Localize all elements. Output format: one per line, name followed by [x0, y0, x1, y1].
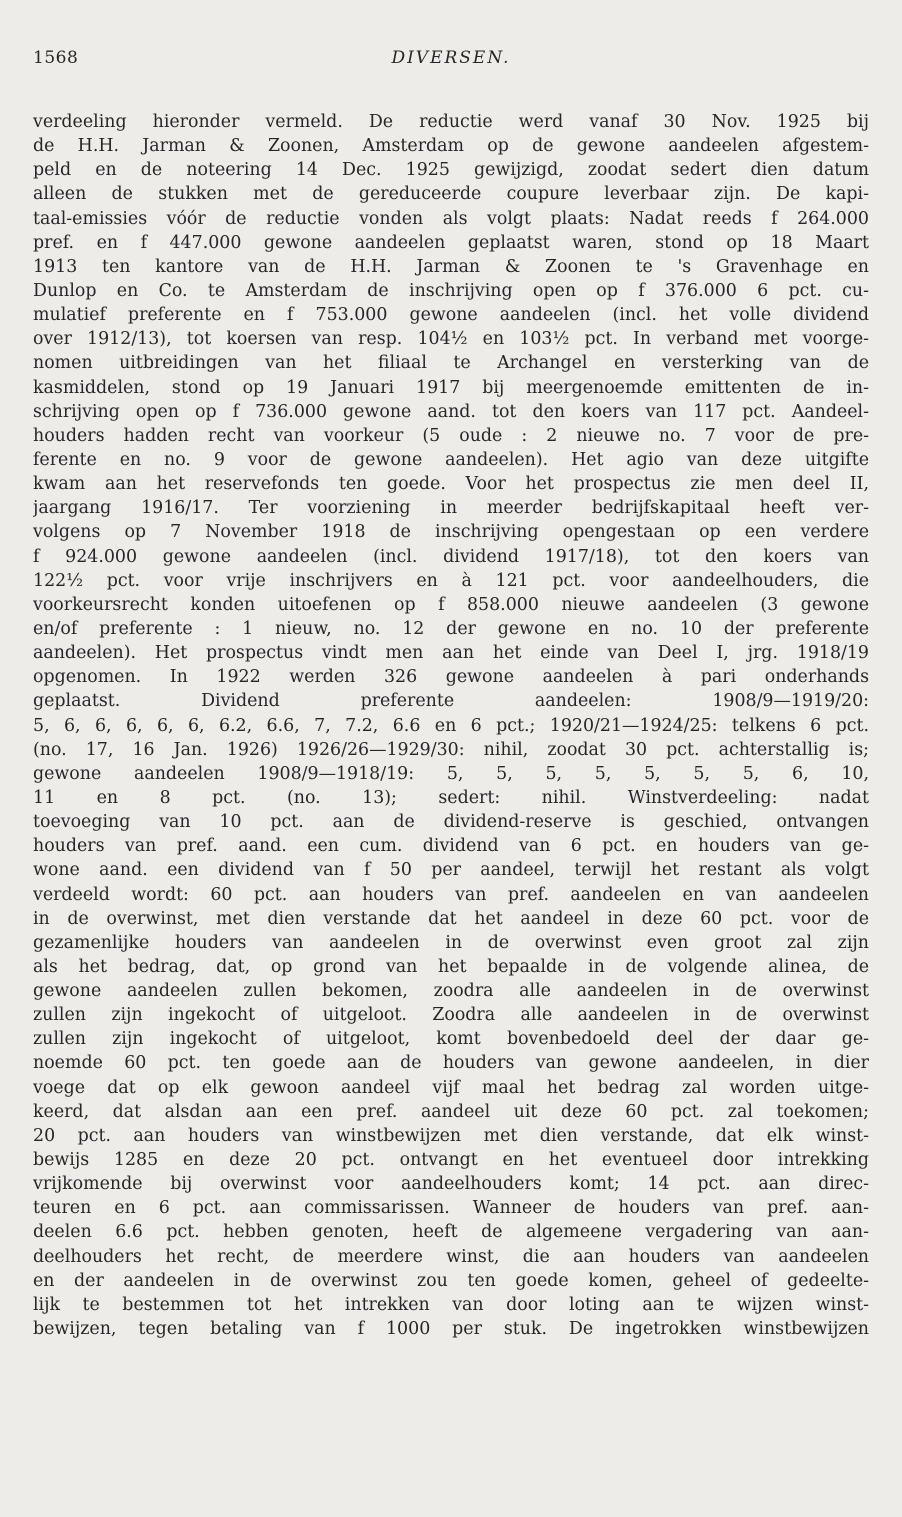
text-line: en/of preferente : 1 nieuw, no. 12 der gewone en no. 10 der preferente	[33, 618, 869, 639]
text-line: 122½ pct. voor vrije inschrijvers en à 121 pct. voor aandeelhouders, die	[33, 570, 869, 591]
text-line: voorkeursrecht konden uitoefenen op f 858.000 nieuwe aandeelen (3 gewone	[33, 594, 869, 615]
text-line: (no. 17, 16 Jan. 1926) 1926/26—1929/30: nihil, zoodat 30 pct. achterstallig is;	[33, 739, 869, 760]
text-line: aandeelen). Het prospectus vindt men aan het einde van Deel I, jrg. 1918/19	[33, 643, 869, 664]
text-line: vrijkomende bij overwinst voor aandeelhouders komt; 14 pct. aan direc-	[33, 1174, 869, 1195]
text-line: teuren en 6 pct. aan commissarissen. Wanneer de houders van pref. aan-	[33, 1198, 869, 1219]
text-line: gewone aandeelen 1908/9—1918/19: 5, 5, 5, 5, 5, 5, 5, 6, 10,	[33, 763, 869, 784]
text-line: mulatief preferente en f 753.000 gewone aandeelen (incl. het volle dividend	[33, 305, 869, 326]
text-line: geplaatst. Dividend preferente aandeelen: 1908/9—1919/20:	[33, 691, 869, 712]
text-line: de H.H. Jarman & Zoonen, Amsterdam op de gewone aandeelen afgestem-	[33, 136, 869, 157]
text-line: toevoeging van 10 pct. aan de dividend-reserve is geschied, ontvangen	[33, 812, 869, 833]
text-line: gezamenlijke houders van aandeelen in de overwinst even groot zal zijn	[33, 932, 869, 953]
text-line: voege dat op elk gewoon aandeel vijf maal het bedrag zal worden uitge-	[33, 1077, 869, 1098]
text-line: keerd, dat alsdan aan een pref. aandeel uit deze 60 pct. zal toekomen;	[33, 1101, 869, 1122]
text-line: 11 en 8 pct. (no. 13); sedert: nihil. Winstverdeeling: nadat	[33, 787, 869, 808]
text-line: opgenomen. In 1922 werden 326 gewone aandeelen à pari onderhands	[33, 667, 869, 688]
text-line: alleen de stukken met de gereduceerde coupure leverbaar zijn. De kapi-	[33, 184, 869, 205]
text-line: bewijzen, tegen betaling van f 1000 per stuk. De ingetrokken winstbewijzen	[33, 1319, 869, 1340]
text-line: 1913 ten kantore van de H.H. Jarman & Zoonen te 's Gravenhage en	[33, 256, 869, 277]
text-line: als het bedrag, dat, op grond van het bepaalde in de volgende alinea, de	[33, 956, 869, 977]
text-line: gewone aandeelen zullen bekomen, zoodra alle aandeelen in de overwinst	[33, 981, 869, 1002]
text-line: en der aandeelen in de overwinst zou ten goede komen, geheel of gedeelte-	[33, 1270, 869, 1291]
text-line: kasmiddelen, stond op 19 Januari 1917 bij meergenoemde emittenten de in-	[33, 377, 869, 398]
text-line: jaargang 1916/17. Ter voorziening in meerder bedrijfskapitaal heeft ver-	[33, 498, 869, 519]
text-line: Dunlop en Co. te Amsterdam de inschrijving open op f 376.000 6 pct. cu-	[33, 280, 869, 301]
text-line: houders van pref. aand. een cum. dividend van 6 pct. en houders van ge-	[33, 836, 869, 857]
text-line: 5, 6, 6, 6, 6, 6, 6.2, 6.6, 7, 7.2, 6.6 en 6 pct.; 1920/21—1924/25: telkens 6 pct.	[33, 715, 869, 736]
text-line: wone aand. een dividend van f 50 per aandeel, terwijl het restant als volgt	[33, 860, 869, 881]
text-line: noemde 60 pct. ten goede aan de houders van gewone aandeelen, in dier	[33, 1053, 869, 1074]
text-line: zullen zijn ingekocht of uitgeloot, komt bovenbedoeld deel der daar ge-	[33, 1029, 869, 1050]
text-line: deelhouders het recht, de meerdere winst, die aan houders van aandeelen	[33, 1246, 869, 1267]
page-number: 1568	[33, 48, 79, 68]
text-line: 20 pct. aan houders van winstbewijzen met dien verstande, dat elk winst-	[33, 1125, 869, 1146]
text-line: ferente en no. 9 voor de gewone aandeelen). Het agio van deze uitgifte	[33, 449, 869, 470]
text-line: kwam aan het reservefonds ten goede. Voor het prospectus zie men deel II,	[33, 474, 869, 495]
text-line: peld en de noteering 14 Dec. 1925 gewijzigd, zoodat sedert dien datum	[33, 160, 869, 181]
text-line: f 924.000 gewone aandeelen (incl. dividend 1917/18), tot den koers van	[33, 546, 869, 567]
text-line: nomen uitbreidingen van het filiaal te Archangel en versterking van de	[33, 353, 869, 374]
text-line: verdeeld wordt: 60 pct. aan houders van pref. aandeelen en van aandeelen	[33, 884, 869, 905]
body-text	[33, 110, 869, 1341]
running-title: DIVERSEN.	[391, 48, 511, 68]
text-line: over 1912/13), tot koersen van resp. 104½ en 103½ pct. In verband met voorge-	[33, 329, 869, 350]
text-line: taal-emissies vóór de reductie vonden als volgt plaats: Nadat reeds f 264.000	[33, 208, 869, 229]
text-line: bewijs 1285 en deze 20 pct. ontvangt en het eventueel door intrekking	[33, 1150, 869, 1171]
text-line: verdeeling hieronder vermeld. De reductie werd vanaf 30 Nov. 1925 bij	[33, 112, 869, 132]
text-line: lijk te bestemmen tot het intrekken van door loting aan te wijzen winst-	[33, 1294, 869, 1315]
text-line: in de overwinst, met dien verstande dat het aandeel in deze 60 pct. voor de	[33, 908, 869, 929]
text-line: volgens op 7 November 1918 de inschrijving opengestaan op een verdere	[33, 522, 869, 543]
text-line: pref. en f 447.000 gewone aandeelen geplaatst waren, stond op 18 Maart	[33, 232, 869, 253]
page-header	[33, 48, 869, 78]
text-line: houders hadden recht van voorkeur (5 oude : 2 nieuwe no. 7 voor de pre-	[33, 425, 869, 446]
text-line: deelen 6.6 pct. hebben genoten, heeft de algemeene vergadering van aan-	[33, 1222, 869, 1243]
text-line: zullen zijn ingekocht of uitgeloot. Zoodra alle aandeelen in de overwinst	[33, 1005, 869, 1026]
text-line: schrijving open op f 736.000 gewone aand. tot den koers van 117 pct. Aandeel-	[33, 401, 869, 422]
